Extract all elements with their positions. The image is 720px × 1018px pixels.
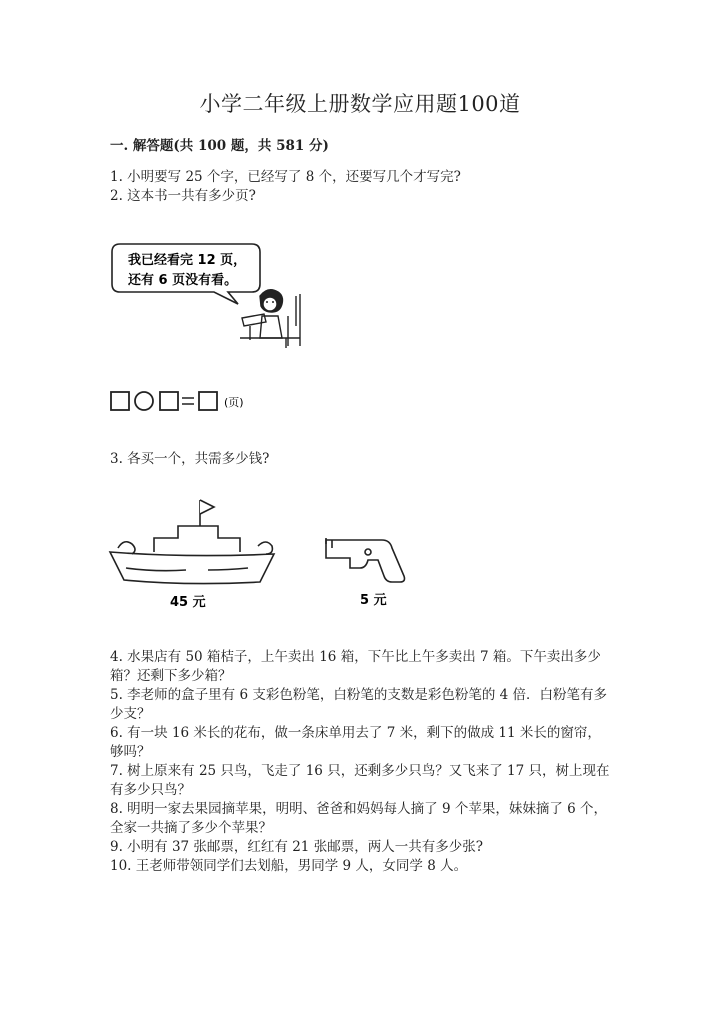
reading-boy-illustration [110, 238, 310, 348]
operator-circle [135, 392, 153, 410]
question-10: 10. 王老师带领同学们去划船，男同学 9 人，女同学 8 人。 [110, 858, 468, 874]
question-7: 7. 树上原来有 25 只鸟，飞走了 16 只，还剩多少只鸟？又飞来了 17 只，树上现在有多少只鸟？ [110, 763, 610, 798]
answer-box-3 [199, 392, 217, 410]
section-heading: 一. 解答题(共 100 题，共 581 分) [110, 138, 329, 154]
ship-price: 45 元 [170, 595, 206, 610]
question-4: 4. 水果店有 50 箱桔子，上午卖出 16 箱，下午比上午多卖出 7 箱。下午卖出多少箱？还剩下多少箱？ [110, 649, 601, 684]
equation-template [110, 390, 270, 414]
unit-label: (页) [224, 396, 244, 409]
speech-line-2: 还有 6 页没有看。 [128, 273, 238, 288]
speech-line-1: 我已经看完 12 页， [128, 253, 247, 268]
question-2: 2. 这本书一共有多少页? [110, 188, 256, 204]
toy-gun-illustration [322, 528, 412, 610]
answer-box-2 [160, 392, 178, 410]
question-9: 9. 小明有 37 张邮票，红红有 21 张邮票，两人一共有多少张? [110, 839, 483, 855]
question-8: 8. 明明一家去果园摘苹果，明明、爸爸和妈妈每人摘了 9 个苹果，妹妹摘了 6 个，全家一共摘了多少个苹果？ [110, 801, 608, 836]
question-5: 5. 李老师的盒子里有 6 支彩色粉笔，白粉笔的支数是彩色粉笔的 4 倍．白粉笔有多少支？ [110, 687, 608, 722]
page-title: 小学二年级上册数学应用题100道 [199, 92, 521, 116]
question-6: 6. 有一块 16 米长的花布，做一条床单用去了 7 米，剩下的做成 11 米长的窗帘，够吗？ [110, 725, 601, 760]
gun-price: 5 元 [360, 593, 387, 608]
equals-sign [182, 398, 194, 404]
question-3: 3. 各买一个，共需多少钱? [110, 451, 270, 467]
toy-ship-illustration [108, 498, 278, 610]
question-1: 1. 小明要写 25 个字，已经写了 8 个，还要写几个才写完? [110, 169, 461, 185]
boy-figure [240, 290, 300, 348]
answer-box-1 [111, 392, 129, 410]
